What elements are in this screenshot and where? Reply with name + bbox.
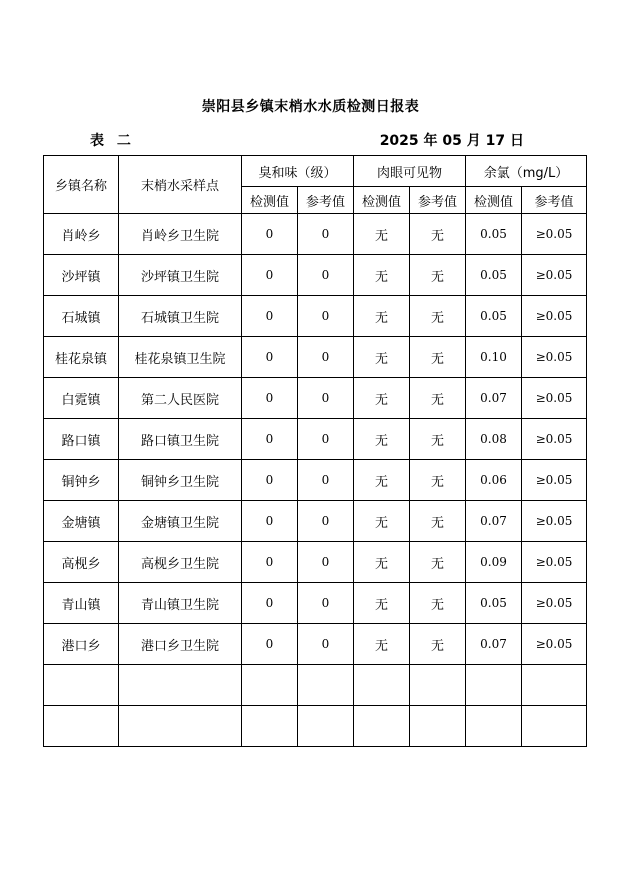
chlorine-measured-cell: 0.05 bbox=[466, 255, 522, 296]
empty-cell bbox=[119, 706, 242, 747]
town-cell: 石城镇 bbox=[44, 296, 119, 337]
odor-measured-cell: 0 bbox=[242, 624, 298, 665]
empty-cell bbox=[242, 706, 298, 747]
empty-cell bbox=[242, 665, 298, 706]
header-chlorine-measured: 检测值 bbox=[466, 187, 522, 214]
empty-cell bbox=[44, 706, 119, 747]
odor-measured-cell: 0 bbox=[242, 214, 298, 255]
town-cell: 铜钟乡 bbox=[44, 460, 119, 501]
chlorine-reference-cell: ≥0.05 bbox=[522, 214, 587, 255]
table-row bbox=[44, 296, 587, 337]
chlorine-measured-cell: 0.05 bbox=[466, 296, 522, 337]
table-row bbox=[44, 337, 587, 378]
empty-cell bbox=[354, 706, 410, 747]
odor-reference-cell: 0 bbox=[298, 501, 354, 542]
odor-measured-cell: 0 bbox=[242, 542, 298, 583]
empty-cell bbox=[298, 706, 354, 747]
chlorine-reference-cell: ≥0.05 bbox=[522, 583, 587, 624]
site-cell: 港口乡卫生院 bbox=[119, 624, 242, 665]
site-cell: 肖岭乡卫生院 bbox=[119, 214, 242, 255]
chlorine-measured-cell: 0.08 bbox=[466, 419, 522, 460]
odor-measured-cell: 0 bbox=[242, 296, 298, 337]
visible-reference-cell: 无 bbox=[410, 255, 466, 296]
town-cell: 路口镇 bbox=[44, 419, 119, 460]
chlorine-reference-cell: ≥0.05 bbox=[522, 255, 587, 296]
odor-measured-cell: 0 bbox=[242, 501, 298, 542]
empty-cell bbox=[522, 665, 587, 706]
table-row bbox=[44, 501, 587, 542]
odor-reference-cell: 0 bbox=[298, 255, 354, 296]
chlorine-reference-cell: ≥0.05 bbox=[522, 624, 587, 665]
chlorine-reference-cell: ≥0.05 bbox=[522, 501, 587, 542]
site-cell: 高枧乡卫生院 bbox=[119, 542, 242, 583]
report-date: 2025 年 05 月 17 日 bbox=[379, 133, 524, 149]
chlorine-reference-cell: ≥0.05 bbox=[522, 419, 587, 460]
visible-reference-cell: 无 bbox=[410, 460, 466, 501]
odor-reference-cell: 0 bbox=[298, 419, 354, 460]
visible-measured-cell: 无 bbox=[354, 542, 410, 583]
town-cell: 高枧乡 bbox=[44, 542, 119, 583]
odor-reference-cell: 0 bbox=[298, 542, 354, 583]
site-cell: 路口镇卫生院 bbox=[119, 419, 242, 460]
town-cell: 沙坪镇 bbox=[44, 255, 119, 296]
town-cell: 港口乡 bbox=[44, 624, 119, 665]
odor-reference-cell: 0 bbox=[298, 378, 354, 419]
empty-row bbox=[44, 665, 587, 706]
site-cell: 第二人民医院 bbox=[119, 378, 242, 419]
odor-reference-cell: 0 bbox=[298, 214, 354, 255]
report-title: 崇阳县乡镇末梢水水质检测日报表 bbox=[201, 99, 420, 115]
visible-reference-cell: 无 bbox=[410, 296, 466, 337]
header-chlorine-reference: 参考值 bbox=[522, 187, 587, 214]
town-cell: 金塘镇 bbox=[44, 501, 119, 542]
chlorine-measured-cell: 0.05 bbox=[466, 583, 522, 624]
table-row bbox=[44, 419, 587, 460]
empty-cell bbox=[410, 665, 466, 706]
visible-reference-cell: 无 bbox=[410, 624, 466, 665]
chlorine-measured-cell: 0.06 bbox=[466, 460, 522, 501]
empty-row bbox=[44, 706, 587, 747]
odor-reference-cell: 0 bbox=[298, 583, 354, 624]
visible-measured-cell: 无 bbox=[354, 337, 410, 378]
visible-measured-cell: 无 bbox=[354, 255, 410, 296]
site-cell: 铜钟乡卫生院 bbox=[119, 460, 242, 501]
town-cell: 桂花泉镇 bbox=[44, 337, 119, 378]
town-cell: 青山镇 bbox=[44, 583, 119, 624]
visible-measured-cell: 无 bbox=[354, 624, 410, 665]
odor-measured-cell: 0 bbox=[242, 378, 298, 419]
chlorine-reference-cell: ≥0.05 bbox=[522, 542, 587, 583]
empty-cell bbox=[354, 665, 410, 706]
visible-reference-cell: 无 bbox=[410, 583, 466, 624]
table-row bbox=[44, 214, 587, 255]
header-town: 乡镇名称 bbox=[44, 156, 119, 214]
visible-measured-cell: 无 bbox=[354, 501, 410, 542]
town-cell: 白霓镇 bbox=[44, 378, 119, 419]
visible-reference-cell: 无 bbox=[410, 337, 466, 378]
header-chlorine: 余氯（mg/L） bbox=[466, 156, 587, 187]
header-site: 末梢水采样点 bbox=[119, 156, 242, 214]
odor-measured-cell: 0 bbox=[242, 583, 298, 624]
table-row bbox=[44, 255, 587, 296]
visible-measured-cell: 无 bbox=[354, 419, 410, 460]
header-visible: 肉眼可见物 bbox=[354, 156, 466, 187]
empty-cell bbox=[466, 665, 522, 706]
odor-measured-cell: 0 bbox=[242, 255, 298, 296]
header-odor-reference: 参考值 bbox=[298, 187, 354, 214]
site-cell: 桂花泉镇卫生院 bbox=[119, 337, 242, 378]
water-quality-table bbox=[43, 155, 587, 747]
visible-reference-cell: 无 bbox=[410, 378, 466, 419]
empty-cell bbox=[298, 665, 354, 706]
visible-measured-cell: 无 bbox=[354, 378, 410, 419]
header-odor: 臭和味（级） bbox=[242, 156, 354, 187]
odor-reference-cell: 0 bbox=[298, 460, 354, 501]
chlorine-reference-cell: ≥0.05 bbox=[522, 337, 587, 378]
visible-reference-cell: 无 bbox=[410, 214, 466, 255]
visible-measured-cell: 无 bbox=[354, 214, 410, 255]
chlorine-reference-cell: ≥0.05 bbox=[522, 460, 587, 501]
visible-measured-cell: 无 bbox=[354, 583, 410, 624]
table-row bbox=[44, 542, 587, 583]
odor-reference-cell: 0 bbox=[298, 296, 354, 337]
empty-cell bbox=[410, 706, 466, 747]
table-row bbox=[44, 378, 587, 419]
odor-reference-cell: 0 bbox=[298, 624, 354, 665]
header-visible-reference: 参考值 bbox=[410, 187, 466, 214]
odor-reference-cell: 0 bbox=[298, 337, 354, 378]
visible-reference-cell: 无 bbox=[410, 542, 466, 583]
chlorine-measured-cell: 0.05 bbox=[466, 214, 522, 255]
chlorine-reference-cell: ≥0.05 bbox=[522, 296, 587, 337]
odor-measured-cell: 0 bbox=[242, 460, 298, 501]
table-label: 表 二 bbox=[90, 133, 135, 149]
empty-cell bbox=[119, 665, 242, 706]
site-cell: 青山镇卫生院 bbox=[119, 583, 242, 624]
odor-measured-cell: 0 bbox=[242, 337, 298, 378]
empty-cell bbox=[44, 665, 119, 706]
visible-reference-cell: 无 bbox=[410, 501, 466, 542]
visible-reference-cell: 无 bbox=[410, 419, 466, 460]
chlorine-measured-cell: 0.07 bbox=[466, 378, 522, 419]
empty-cell bbox=[522, 706, 587, 747]
chlorine-measured-cell: 0.07 bbox=[466, 624, 522, 665]
header-visible-measured: 检测值 bbox=[354, 187, 410, 214]
table-row bbox=[44, 583, 587, 624]
chlorine-measured-cell: 0.09 bbox=[466, 542, 522, 583]
town-cell: 肖岭乡 bbox=[44, 214, 119, 255]
header-odor-measured: 检测值 bbox=[242, 187, 298, 214]
site-cell: 石城镇卫生院 bbox=[119, 296, 242, 337]
chlorine-measured-cell: 0.07 bbox=[466, 501, 522, 542]
table-row bbox=[44, 624, 587, 665]
table-row bbox=[44, 460, 587, 501]
visible-measured-cell: 无 bbox=[354, 296, 410, 337]
chlorine-reference-cell: ≥0.05 bbox=[522, 378, 587, 419]
site-cell: 金塘镇卫生院 bbox=[119, 501, 242, 542]
site-cell: 沙坪镇卫生院 bbox=[119, 255, 242, 296]
empty-cell bbox=[466, 706, 522, 747]
visible-measured-cell: 无 bbox=[354, 460, 410, 501]
chlorine-measured-cell: 0.10 bbox=[466, 337, 522, 378]
odor-measured-cell: 0 bbox=[242, 419, 298, 460]
